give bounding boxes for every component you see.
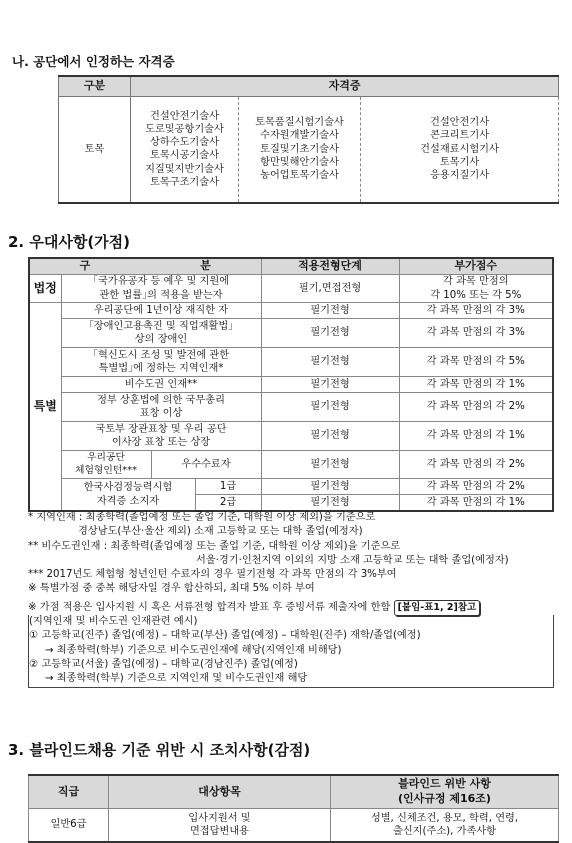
section-title-blind-hiring: 3. 블라인드채용 기준 위반 시 조치사항(감점)	[8, 741, 311, 759]
example-title: (지역인재 및 비수도권 인재관련 예시)	[29, 616, 198, 627]
special-item-4: 비수도권 인재**	[61, 377, 261, 393]
special-stage-5: 필기전형	[261, 393, 399, 422]
special-stage-4: 필기전형	[261, 377, 399, 393]
violation-value: 성별, 신체조건, 용모, 학력, 연령, 출신지(주소), 가족사항	[331, 808, 559, 842]
cert-list-professional-2: 토목품질시험기술사 수자원개발기술사 토질및기초기술사 항만및해안기술사 농어업토목기술사	[239, 96, 361, 203]
appendix-reference-badge: [붙임-표1, 2]참고	[394, 600, 481, 616]
special-stage-6: 필기전형	[261, 422, 399, 451]
history-points-2: 각 과목 만점의 각 1%	[399, 495, 553, 512]
example-2-result: → 최종학력(학부) 기준으로 지역인재 및 비수도권인재 해당	[45, 673, 308, 685]
legal-points: 각 과목 만점의 각 10% 또는 각 5%	[399, 275, 553, 303]
category-special: 특별	[29, 303, 61, 512]
example-1-result: → 최종학력(학부) 기준으로 비수도권인재에 해당(지역인재 비해당)	[45, 644, 342, 656]
header-certificates: 자격증	[131, 76, 559, 96]
special-item-2: ｢장애인고용촉진 및 직업재활법｣ 상의 장애인	[61, 319, 261, 348]
history-stage-1: 필기전형	[261, 479, 399, 495]
header-gu: 구	[79, 259, 91, 273]
header-points: 부가점수	[399, 258, 553, 275]
grade-value: 일반6급	[29, 808, 109, 842]
footnotes	[28, 511, 552, 616]
header-category: 구분	[59, 76, 131, 96]
special-item-5: 정부 상훈법에 의한 국무총리 표창 이상	[61, 393, 261, 422]
section-title-preferences: 2. 우대사항(가점)	[8, 233, 131, 251]
header-classification	[29, 258, 261, 275]
intern-label: 우리공단 체험형인턴***	[61, 451, 151, 479]
history-grade-1: 1급	[195, 479, 261, 495]
header-stage: 적용전형단계	[261, 258, 399, 275]
header-grade: 직급	[29, 775, 109, 808]
footnote-regional-cont: 경상남도(부산·울산 제외) 소재 고등학교 또는 대학 졸업(예정자)	[78, 526, 363, 538]
example-2: ② 고등학교(서울) 졸업(예정) – 대학교(경남진주) 졸업(예정)	[29, 658, 298, 670]
cert-list-engineer: 건설안전기사 콘크리트기사 건설재료시험기사 토목기사 응용지질기사	[361, 96, 559, 203]
special-points-2: 각 과목 만점의 각 3%	[399, 319, 553, 348]
legal-stage: 필기,면접전형	[261, 275, 399, 303]
footnote-apply-text: ※ 가점 적용은 입사지원 시 혹은 서류전형 합격자 발표 후 증빙서류 제출자에 한함	[28, 601, 391, 613]
intern-sub: 우수수료자	[151, 451, 261, 479]
special-stage-2: 필기전형	[261, 319, 399, 348]
special-points-1: 각 과목 만점의 각 3%	[399, 303, 553, 319]
footnote-max: ※ 특별가점 중 중복 해당자일 경우 합산하되, 최대 5% 이하 부여	[28, 583, 315, 595]
intern-stage: 필기전형	[261, 451, 399, 479]
preference-table	[28, 257, 554, 512]
header-bun: 분	[200, 259, 211, 273]
certificate-table	[58, 75, 559, 204]
special-points-6: 각 과목 만점의 각 1%	[399, 422, 553, 451]
history-label: 한국사검정능력시험 자격증 소지자	[61, 479, 195, 512]
legal-item: ｢국가유공자 등 예우 및 지원에 관한 법률｣의 적용을 받는자	[61, 275, 261, 303]
special-points-4: 각 과목 만점의 각 1%	[399, 377, 553, 393]
history-grade-2: 2급	[195, 495, 261, 512]
example-box	[28, 615, 554, 688]
special-points-3: 각 과목 만점의 각 5%	[399, 348, 553, 377]
section-title-certificates: 나. 공단에서 인정하는 자격증	[12, 54, 175, 69]
special-item-1: 우리공단에 1년이상 재직한 자	[61, 303, 261, 319]
cert-list-professional-1: 건설안전기술사 도로및공항기술사 상하수도기술사 토목시공기술사 지질및지반기술사 토목구조기술사	[131, 96, 239, 203]
special-item-6: 국토부 장관표창 및 우리 공단 이사장 표창 또는 상장	[61, 422, 261, 451]
footnote-regional: * 지역인재 : 최종학력(졸업예정 또는 졸업 기준, 대학원 이상 제외)을 기준으로	[28, 512, 376, 523]
special-stage-1: 필기전형	[261, 303, 399, 319]
footnote-apply	[28, 600, 552, 616]
history-points-1: 각 과목 만점의 각 2%	[399, 479, 553, 495]
footnote-non-capital: ** 비수도권인재 : 최종학력(졸업예정 또는 졸업 기준, 대학원 이상 제외)을 기준으로	[28, 540, 401, 552]
special-item-3: ｢혁신도시 조성 및 발전에 관한 특별법｣에 정하는 지역인재*	[61, 348, 261, 377]
category-civil: 토목	[59, 96, 131, 203]
blind-hiring-table	[28, 774, 559, 843]
history-stage-2: 필기전형	[261, 495, 399, 512]
category-legal: 법정	[29, 275, 61, 303]
special-stage-3: 필기전형	[261, 348, 399, 377]
intern-points: 각 과목 만점의 각 2%	[399, 451, 553, 479]
example-1: ① 고등학교(진주) 졸업(예정) – 대학교(부산) 졸업(예정) – 대학원(진주) 재학/졸업(예정)	[29, 630, 421, 642]
footnote-intern: *** 2017년도 체험형 청년인턴 수료자의 경우 필기전형 각 과목 만점의 각 3%부여	[28, 569, 397, 581]
special-points-5: 각 과목 만점의 각 2%	[399, 393, 553, 422]
footnote-non-capital-cont: 서울·경기·인천지역 이외의 지방 소재 고등학교 또는 대학 졸업(예정자)	[196, 554, 509, 566]
target-value: 입사지원서 및 면접답변내용	[109, 808, 331, 842]
header-violation: 블라인드 위반 사항 (인사규정 제16조)	[331, 775, 559, 808]
header-target: 대상항목	[109, 775, 331, 808]
